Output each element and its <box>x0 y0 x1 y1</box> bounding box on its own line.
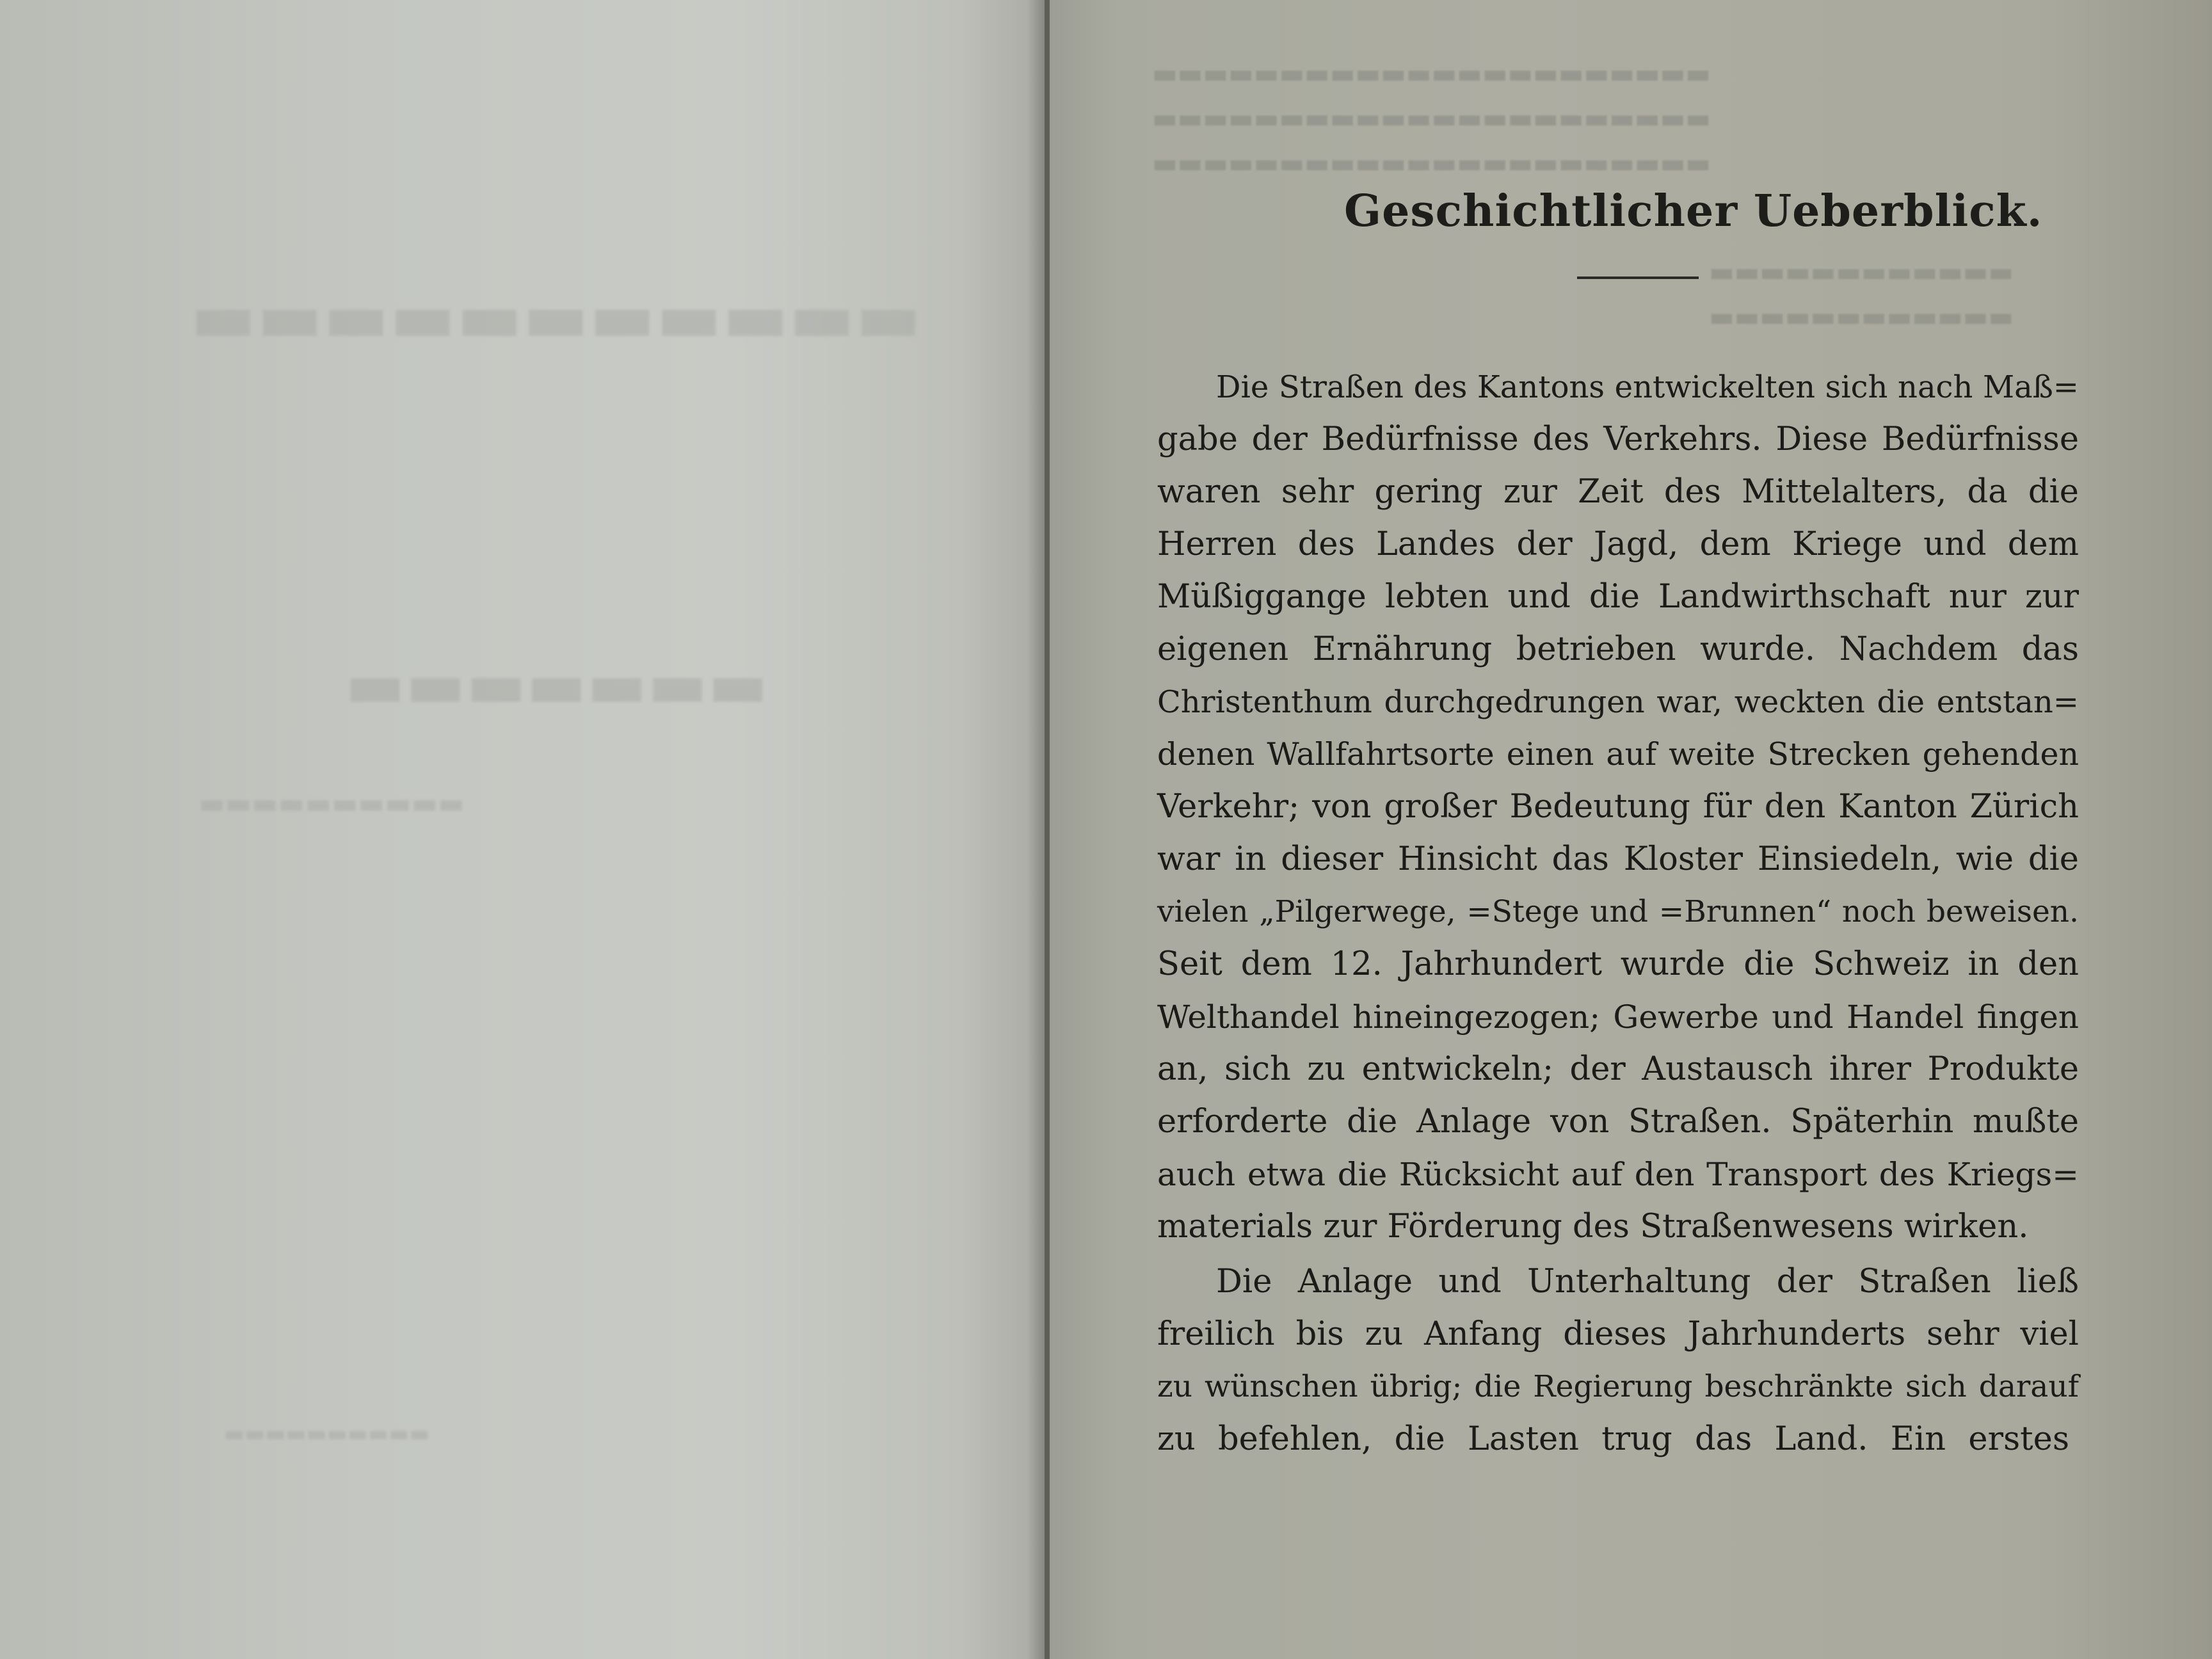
heading-divider <box>1577 276 1699 279</box>
show-through-text: ▬▬▬▬▬▬▬▬▬▬▬▬▬▬▬▬▬▬▬▬▬▬ <box>1152 102 1711 134</box>
text-line: materials zur Förderung des Straßenwesens wirken. <box>1157 1208 2029 1246</box>
text-line: gabe der Bedürfnisse des Verkehrs. Diese Bedürfnisse <box>1157 421 2079 458</box>
right-page <box>1050 0 2212 1659</box>
text-line: waren sehr gering zur Zeit des Mittelalters, da die <box>1157 473 2079 511</box>
show-through-ghost-imprint: ▬▬▬▬▬▬▬▬▬▬ <box>224 1421 430 1447</box>
left-page-blank <box>0 0 1045 1659</box>
show-through-ghost-line: ▬▬▬▬▬▬▬▬▬▬ <box>198 787 465 820</box>
text-line: Die Straßen des Kantons entwickelten sich nach Maß= <box>1216 369 2079 405</box>
text-line: Verkehr; von großer Bedeutung für den Kanton Zürich <box>1157 788 2079 826</box>
text-line: zu wünschen übrig; die Regierung beschränkte sich darauf <box>1157 1369 2079 1404</box>
page-heading: Geschichtlicher Ueberblick. <box>1344 186 2043 237</box>
text-line: zu befehlen, die Lasten trug das Land. Ein erstes <box>1157 1420 2069 1458</box>
text-line: eigenen Ernährung betrieben wurde. Nachdem das <box>1157 630 2079 668</box>
text-line: Herren des Landes der Jagd, dem Kriege und dem <box>1157 525 2079 563</box>
show-through-text: ▬▬▬▬▬▬▬▬▬▬▬▬ <box>1709 301 2014 332</box>
text-line: erforderte die Anlage von Straßen. Späterhin mußte <box>1157 1103 2079 1141</box>
show-through-text: ▬▬▬▬▬▬▬▬▬▬▬▬▬▬▬▬▬▬▬▬▬▬ <box>1152 147 1711 179</box>
show-through-text: ▬▬▬▬▬▬▬▬▬▬▬▬ <box>1709 256 2014 287</box>
text-line: auch etwa die Rücksicht auf den Transport des Kriegs= <box>1157 1156 2079 1193</box>
text-line: war in dieser Hinsicht das Kloster Einsiedeln, wie die <box>1157 840 2079 878</box>
show-through-ghost-title: ▬▬▬▬▬▬▬▬▬▬▬ <box>189 275 922 358</box>
text-line: Seit dem 12. Jahrhundert wurde die Schweiz in den <box>1157 945 2079 983</box>
text-line: freilich bis zu Anfang dieses Jahrhunderts sehr viel <box>1157 1315 2079 1353</box>
text-line: Welthandel hineingezogen; Gewerbe und Handel fingen <box>1157 998 2079 1036</box>
show-through-ghost-subtitle: ▬▬▬▬▬▬▬ <box>344 646 768 722</box>
text-line: denen Wallfahrtsorte einen auf weite Strecken gehenden <box>1157 736 2079 773</box>
show-through-text: ▬▬▬▬▬▬▬▬▬▬▬▬▬▬▬▬▬▬▬▬▬▬ <box>1152 58 1711 89</box>
text-line: Müßiggange lebten und die Landwirthschaft nur zur <box>1157 578 2079 616</box>
text-line: Die Anlage und Unterhaltung der Straßen ließ <box>1216 1263 2079 1301</box>
text-line: vielen „Pilgerwege, =Stege und =Brunnen“ noch beweisen. <box>1157 894 2079 929</box>
text-line: an, sich zu entwickeln; der Austausch ihrer Produkte <box>1157 1050 2079 1088</box>
text-line: Christenthum durchgedrungen war, weckten die entstan= <box>1157 684 2079 720</box>
